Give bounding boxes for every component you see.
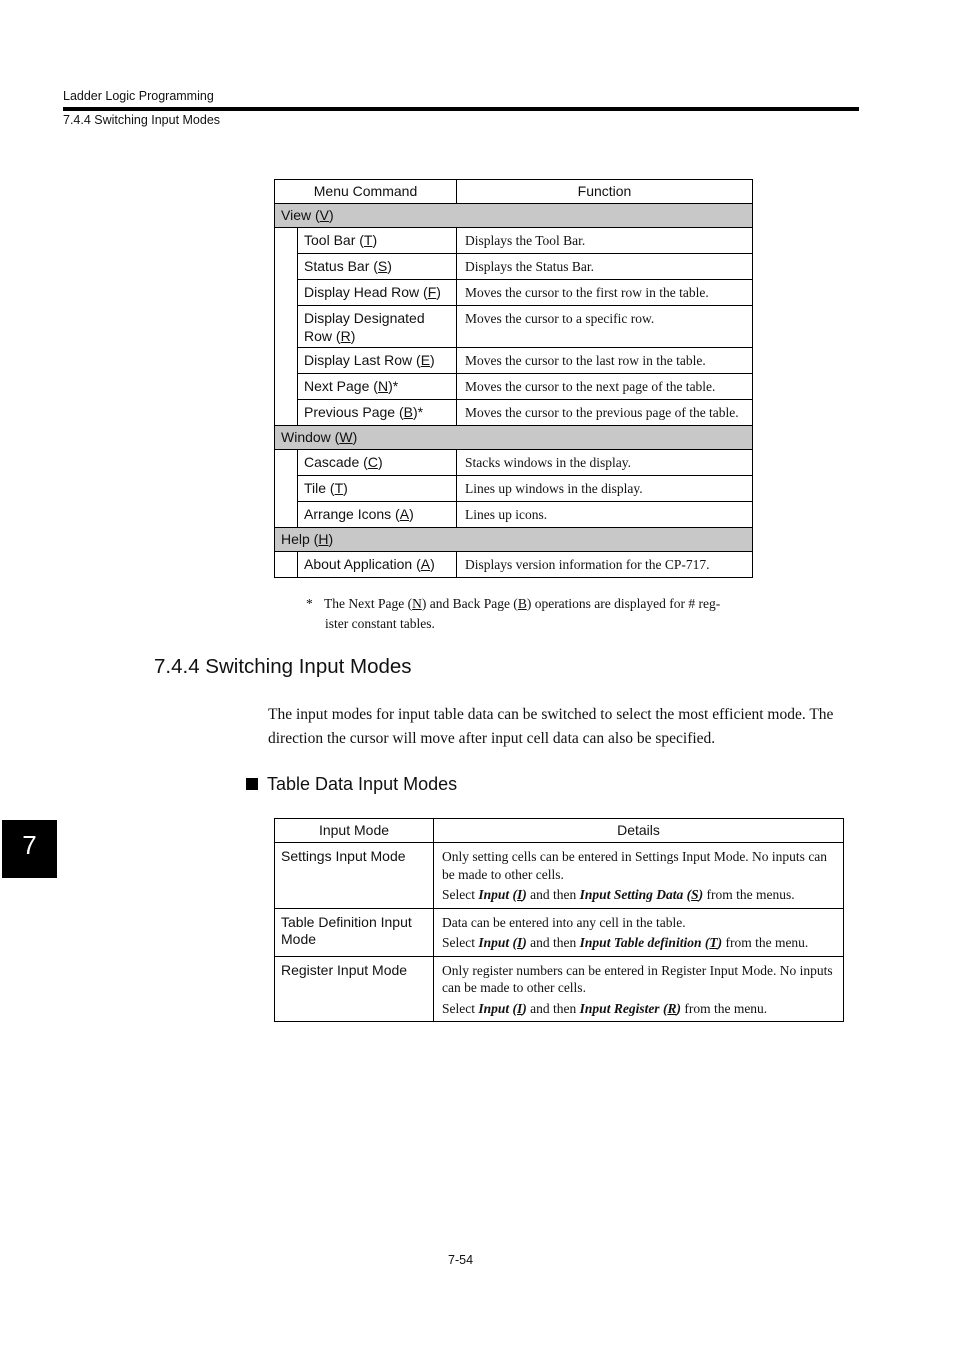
menu-command-cell [298,348,457,374]
menu-indent-cell [275,228,298,254]
menu-item-row [275,502,753,528]
menu-path: Input ( [478,1000,518,1016]
footnote-continuation: ister constant tables. [325,616,435,631]
menu-indent-cell [275,280,298,306]
menu-indent-cell [275,476,298,502]
menu-command-cell [298,306,457,348]
input-mode-row [275,956,844,1022]
menu-function-cell: Lines up windows in the display. [457,476,753,502]
menu-path-key: I [517,887,523,902]
menu-indent-cell [275,348,298,374]
menu-command-cell [298,228,457,254]
menu-path: ) [717,935,723,950]
menu-command-close: ) [430,556,435,572]
menu-command-cell [298,552,457,578]
input-mode-description: Only setting cells can be entered in Settings Input Mode. No inputs can be made to other cells. [442,849,828,882]
menu-item-row [275,400,753,426]
menu-indent-cell [275,400,298,426]
menu-group-cell [275,528,753,552]
menu-item-row [275,552,753,578]
menu-path-key: R [667,1000,677,1016]
menu-command-key: C [367,454,378,470]
menu-indent-cell [275,552,298,578]
menu-function-cell: Displays the Tool Bar. [457,228,753,254]
menu-command-label: Arrange Icons ( [304,506,400,522]
input-mode-details [434,843,844,909]
menu-group-close: ) [328,531,334,547]
instruction-text: Select [442,1000,479,1016]
menu-command-close: ) [350,328,356,344]
menu-path-key: S [691,887,699,902]
menu-group-row [275,204,753,228]
instruction-text: from the menus. [703,887,795,902]
menu-group-row [275,528,753,552]
menu-function-cell: Moves the cursor to the next page of the table. [457,374,753,400]
menu-group-cell [275,204,753,228]
menu-item-row [275,228,753,254]
table-footnote [306,594,751,634]
input-mode-description: Data can be entered into any cell in the table. [442,914,686,930]
running-header-title: Ladder Logic Programming [63,89,214,103]
menu-command-table [274,179,753,578]
menu-command-label: Display Designated Row ( [304,310,425,344]
menu-command-cell [298,374,457,400]
instruction-text: and then [526,1000,580,1016]
menu-path: ) [522,887,527,902]
menu-command-key: E [420,352,431,368]
menu-command-label: Display Last Row ( [304,352,421,368]
menu-path: ) [676,1000,681,1016]
input-mode-details [434,908,844,956]
menu-command-key: F [427,284,437,300]
input-mode-row [275,908,844,956]
menu-command-label: Previous Page ( [304,404,404,420]
menu-group-key: W [339,429,353,445]
function-header: Function [457,180,753,204]
menu-command-close: ) [343,480,348,496]
menu-group-cell [275,426,753,450]
menu-command-close: ) [372,232,378,248]
menu-indent-cell [275,254,298,280]
menu-item-row [275,374,753,400]
menu-command-key: T [363,232,373,248]
menu-function-cell: Stacks windows in the display. [457,450,753,476]
menu-group-key: V [319,207,329,223]
footnote-marker: * [306,596,313,611]
instruction-text: from the menu. [722,935,809,950]
menu-command-label: Tool Bar ( [304,232,364,248]
menu-item-row [275,450,753,476]
input-mode-header: Input Mode [275,819,434,843]
menu-group-close: ) [329,207,334,223]
menu-command-key: T [334,480,344,496]
menu-group-close: ) [352,429,358,445]
input-mode-name: Settings Input Mode [275,843,434,909]
instruction-text: and then [526,887,580,902]
footnote-key: N [412,596,422,611]
footnote-key: B [517,596,527,611]
menu-command-cell [298,280,457,306]
square-bullet-icon [246,778,258,790]
menu-function-cell: Lines up icons. [457,502,753,528]
input-mode-name: Table Definition Input Mode [275,908,434,956]
menu-path: ) [522,935,527,950]
menu-item-row [275,306,753,348]
menu-command-key: A [420,556,431,572]
menu-command-label: About Application ( [304,556,421,572]
menu-group-label: Help ( [281,531,319,547]
menu-table-body [275,204,753,578]
details-header: Details [434,819,844,843]
menu-path: Input Table definition ( [579,935,710,950]
menu-command-header: Menu Command [275,180,457,204]
footnote-text: ) operations are displayed for # reg- [526,596,721,611]
menu-indent-cell [275,502,298,528]
page-number: 7-54 [448,1253,474,1267]
instruction-text: from the menu. [680,1000,768,1016]
running-header-section: 7.4.4 Switching Input Modes [63,113,221,127]
menu-path: Input Setting Data ( [579,887,692,902]
input-mode-instruction [442,886,835,904]
menu-command-label: Tile ( [304,480,335,496]
body-paragraph: The input modes for input table data can be switched to select the most efficient mode. The direction the cursor will move after input cell data can also be specified. [268,706,834,747]
section-heading: 7.4.4 Switching Input Modes [154,655,412,678]
menu-command-key: S [377,258,388,274]
menu-path: ) [522,1000,527,1016]
header-rule [63,107,859,111]
menu-item-row [275,254,753,280]
menu-path: ) [698,887,704,902]
menu-function-cell: Moves the cursor to a specific row. [457,306,753,348]
menu-item-row [275,348,753,374]
menu-indent-cell [275,306,298,348]
menu-command-label: Next Page ( [304,378,378,394]
menu-indent-cell [275,374,298,400]
menu-item-row [275,476,753,502]
menu-path: Input ( [478,887,518,902]
menu-command-label: Cascade ( [304,454,368,470]
instruction-text: and then [526,935,580,950]
footnote-text: ) and Back Page ( [421,596,518,611]
menu-command-key: N [377,378,389,394]
chapter-tab: 7 [2,820,57,878]
menu-path-key: I [517,935,523,950]
menu-command-close: ) [430,352,435,368]
input-mode-instruction [442,934,835,952]
menu-group-key: H [318,531,329,547]
menu-command-cell [298,254,457,280]
input-modes-table [274,818,844,1022]
instruction-text: Select [442,935,479,950]
menu-function-cell: Displays the Status Bar. [457,254,753,280]
menu-command-close: ) [436,284,441,300]
menu-command-key: B [403,404,413,420]
input-mode-row [275,843,844,909]
menu-command-close: ) [409,506,414,522]
menu-command-key: R [340,328,351,344]
menu-command-key: A [399,506,410,522]
menu-path: Input ( [478,935,518,950]
menu-item-row [275,280,753,306]
menu-function-cell: Moves the cursor to the first row in the table. [457,280,753,306]
menu-group-label: View ( [281,207,320,223]
footnote-text: The Next Page ( [324,596,413,611]
menu-function-cell: Displays version information for the CP-717. [457,552,753,578]
input-mode-description: Only register numbers can be entered in Register Input Mode. No inputs can be made to other cells. [442,962,833,995]
subsection-heading [246,774,457,795]
input-mode-details [434,956,844,1022]
menu-command-cell [298,400,457,426]
menu-path-key: T [709,935,718,950]
menu-group-row [275,426,753,450]
menu-function-cell: Moves the cursor to the last row in the table. [457,348,753,374]
menu-indent-cell [275,450,298,476]
menu-command-close: ) [387,258,392,274]
menu-command-close: )* [412,404,424,420]
menu-command-cell [298,476,457,502]
input-modes-body [275,843,844,1022]
menu-path: Input Register ( [579,1000,668,1016]
menu-command-cell [298,450,457,476]
input-mode-instruction [442,1000,835,1018]
menu-command-close: ) [377,454,383,470]
menu-group-label: Window ( [281,429,340,445]
menu-function-cell: Moves the cursor to the previous page of the table. [457,400,753,426]
menu-command-cell [298,502,457,528]
menu-path-key: I [517,1000,523,1016]
menu-command-close: )* [388,378,399,394]
menu-command-label: Status Bar ( [304,258,378,274]
instruction-text: Select [442,887,479,902]
menu-command-label: Display Head Row ( [304,284,428,300]
subsection-heading-text: Table Data Input Modes [267,774,458,794]
input-mode-name: Register Input Mode [275,956,434,1022]
